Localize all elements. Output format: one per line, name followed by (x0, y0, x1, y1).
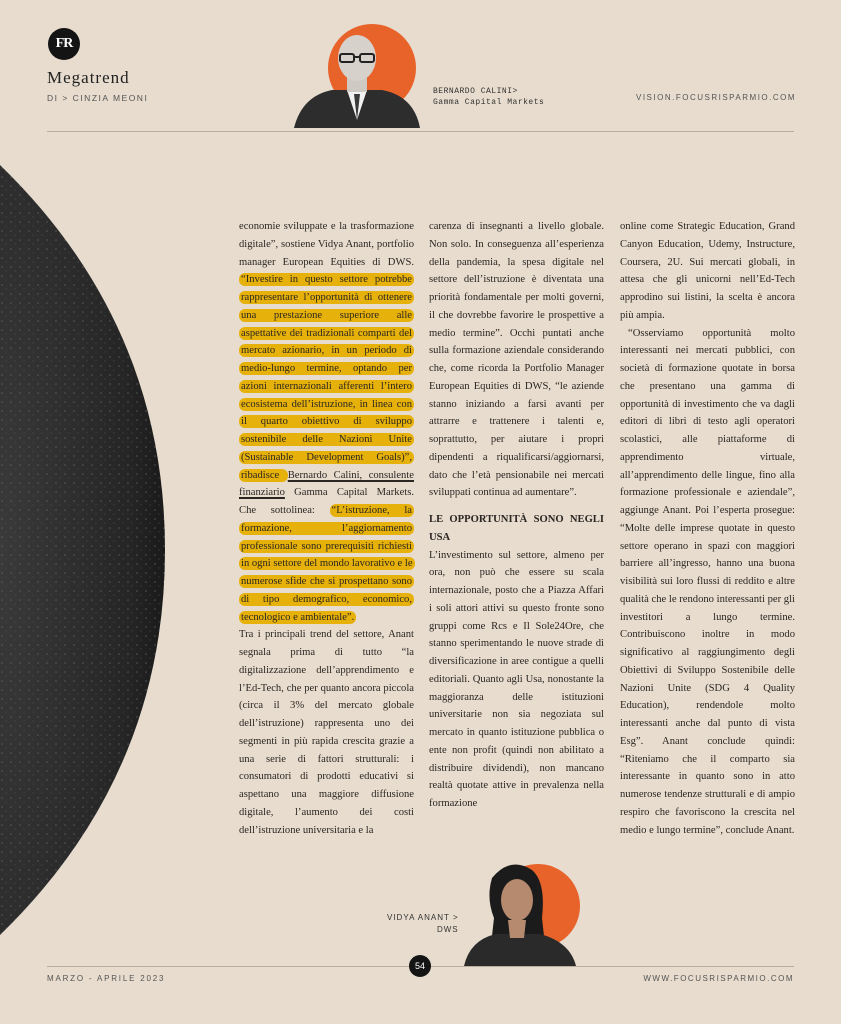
caption-company: DWS (436, 925, 459, 934)
col3-paragraph-2: “Osserviamo opportunità molto interessanti nei mercati pubblici, con società di formazione quotate in borsa che presentano una gamma di opportunità di investimento che va dagli editori di libri di testo agli operatori scolastici, alle piattaforme di apprendimento virtuale, all’apprendimento delle lingue, fino alla formazione professionale e aziendale”, aggiunge Anant. Poi l’esperta prosegue: “Molte delle imprese quotate in questo settore operano in spazi con maggiori barriere all’ingresso, hanno una buona visibilità sui loro flussi di reddito e altre qualità che le rendono interessanti per gli investitori a lungo termine. Contribuiscono inoltre in modo significativo al raggiungimento degli Obiettivi di Sviluppo Sostenibile delle Nazioni Unite (SDG 4 Quality Education), rendendole molto interessanti anche dal punto di vista Esg”. Anant conclude quindi: “Riteniamo che il comparto sia interessante in quanto sono in atto numerose tendenze strutturali e di ampio respiro che favoriscono la crescita nel medio e lungo termine”, conclude Anant. (620, 327, 795, 836)
article-column-3 (620, 218, 795, 839)
col3-paragraph-1: online come Strategic Education, Grand Canyon Education, Udemy, Instructure, Coursera, 2U. Sui mercati globali, in attesa che gli unicorni nell’Ed-Tech approdino sui listini, la scelta è ancora più ampia. (620, 221, 795, 321)
col1-text-b: Gamma Capital Markets. Che sottolinea: (239, 487, 414, 516)
caption-name: BERNARDO CALINI> (433, 87, 518, 96)
subheading: LE OPPORTUNITÀ SONO NEGLI USA (429, 514, 604, 543)
logo-text: FR (55, 36, 73, 51)
caption-name: VIDYA ANANT > (387, 913, 459, 922)
article-column-2 (429, 218, 604, 813)
author-byline: DI > CINZIA MEONI (47, 93, 149, 103)
underlined-name: Bernardo Calini, consulente finanziario (239, 469, 414, 499)
footer-site: WWW.FOCUSRISPARMIO.COM (643, 974, 794, 983)
col2-paragraph-2: L’investimento sul settore, almeno per ora, non può che essere su scala internazionale, posto che a Piazza Affari i soli attori attivi su questo fronte sono gruppi come Rcs e Il Sole24Ore, che stanno sperimentando le nuove strade di diversificazione in aree contigue a quelli editoriali. Quanto agli Usa, nonostante la maggioranza delle istituzioni universitarie non sia negoziata sul mercato in quanto istituzione pubblica o ente non profit (quindi non abilitato a distribuire dividendi), non mancano realtà quotate attive in prevalenza nella formazione (429, 549, 604, 809)
focus-risparmio-logo (48, 28, 80, 60)
highlighted-quote-2: “L’istruzione, la formazione, l’aggiornamento professionale sono prerequisiti richiesti in ogni settore del mondo lavorativo e le numerose sfide che si prospettano sono di tipo demografico, economico, tecnologico e ambientale”. (241, 505, 413, 623)
header-divider (47, 131, 794, 132)
header-site: VISION.FOCUSRISPARMIO.COM (636, 93, 797, 102)
col1-paragraph-2: Tra i principali trend del settore, Anant segnala prima di tutto “la digitalizzazione dell’apprendimento e l’Ed-Tech, che per quanto ancora piccola (circa il 3% del mercato globale dell’istruzione) rappresenta uno dei segmenti in più rapida crescita grazie a una serie di fattori strutturali: i consumatori di prodotti educativi si aspettano una maggiore diffusione digitale, l’aumento dei costi dell’istruzione universitaria e la (239, 629, 414, 836)
page-number: 54 (409, 955, 431, 977)
moon-image (0, 165, 165, 935)
vidya-anant-portrait (462, 858, 580, 966)
footer-date: MARZO - APRILE 2023 (47, 974, 166, 983)
article-column-1 (239, 218, 414, 839)
caption-company: Gamma Capital Markets (433, 98, 545, 107)
col1-text-a: economie sviluppate e la trasformazione digitale”, sostiene Vidya Anant, portfolio manager European Equities di DWS. (239, 221, 414, 268)
bernardo-calini-portrait (292, 24, 422, 128)
portrait-caption-bottom (387, 912, 459, 936)
col1-paragraph-1 (239, 218, 414, 626)
section-title: Megatrend (47, 68, 130, 87)
portrait-caption-top (433, 86, 544, 108)
highlighted-quote-1: “Investire in questo settore potrebbe rappresentare l’opportunità di ottenere una prestazione superiore alle aspettative dei tradizionali comparti del mercato azionario, in un periodo di medio-lungo termine, optando per azioni internazionali afferenti l’intero ecosistema dell’istruzione, in linea con il quarto obiettivo di sviluppo sostenibile delle Nazioni Unite (Sustainable Development Goals)”, ribadisce (241, 274, 412, 481)
col2-paragraph-1: carenza di insegnanti a livello globale. Non solo. In conseguenza all’esperienza della pandemia, la spesa digitale nel settore dell’istruzione è diventata una priorità fondamentale per molti governi, il che dovrebbe favorire le prospettive a medio termine”. Occhi puntati anche sulla formazione aziendale considerando che, come ricorda la Portfolio Manager European Equities di DWS, “le aziende stanno iniziando a farsi avanti per attrarre e trattenere i talenti e, soprattutto, per aiutare i propri dipendenti a riqualificarsi/aggiornarsi, dato che l’età pensionabile nei mercati sviluppati continua ad aumentare”. (429, 221, 604, 499)
